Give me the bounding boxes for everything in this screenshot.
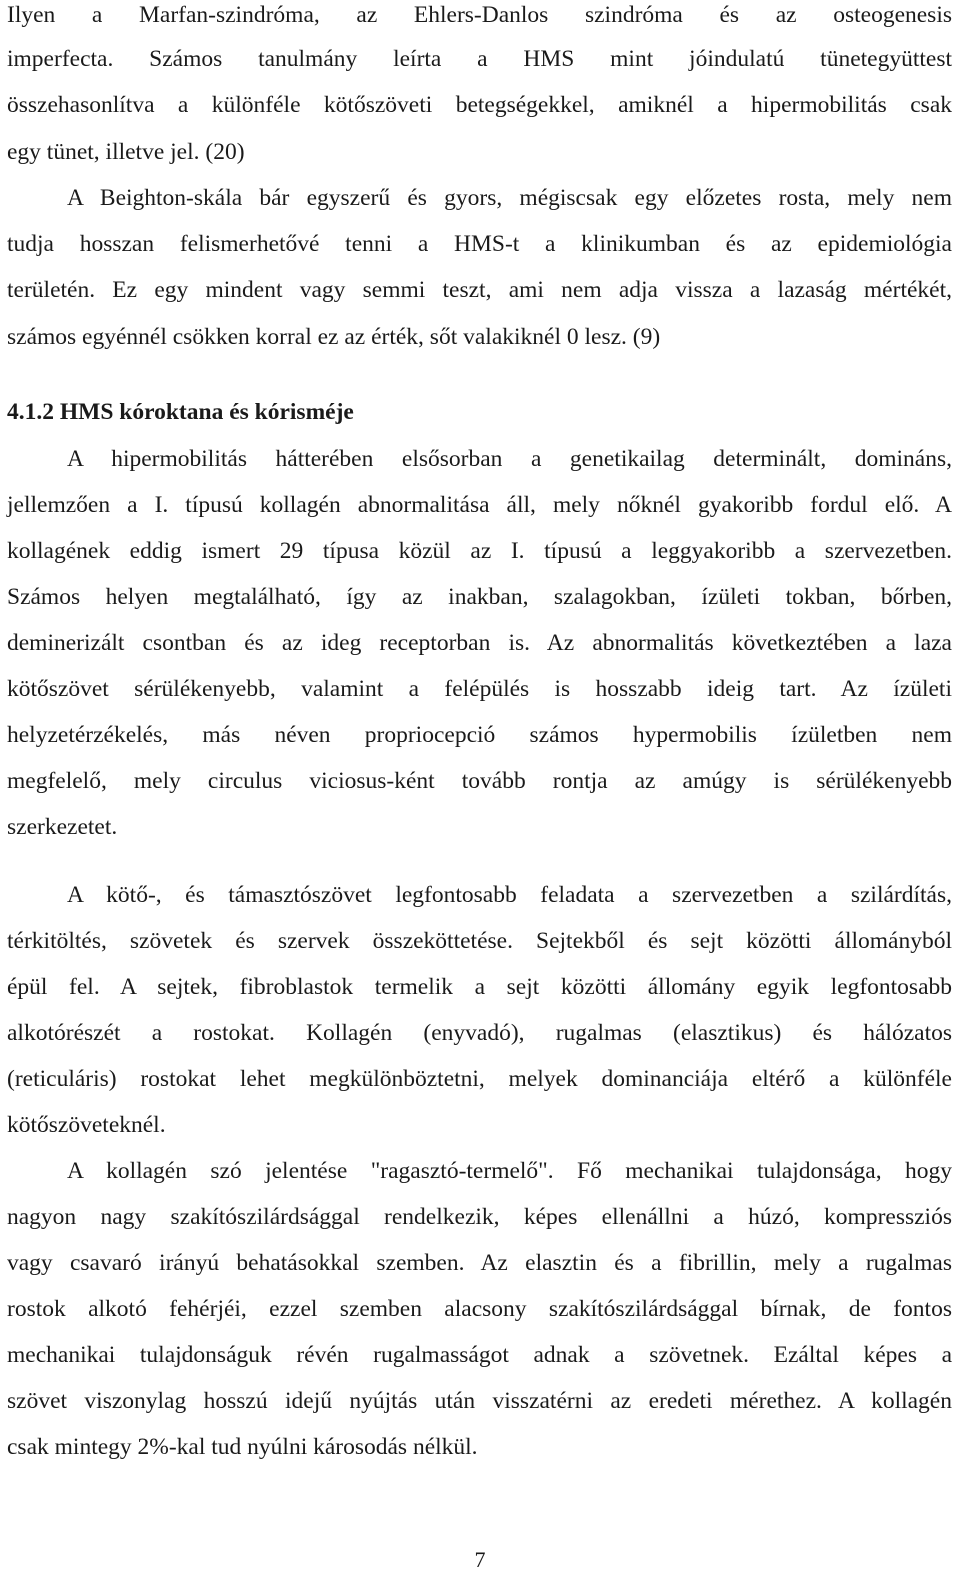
paragraph-line: kötőszövet sérülékenyebb, valamint a felépülés is hosszabb ideig tart. Az ízületi (7, 676, 952, 702)
paragraph-line: szövet viszonylag hosszú idejű nyújtás után visszatérni az eredeti mérethez. A kollagén (7, 1388, 952, 1414)
paragraph-line: A hipermobilitás hátterében elsősorban a genetikailag determinált, domináns, (67, 446, 952, 472)
paragraph-line: kötőszöveteknél. (7, 1112, 166, 1138)
paragraph-line: vagy csavaró irányú behatásokkal szemben. Az elasztin és a fibrillin, mely a rugalmas (7, 1250, 952, 1276)
paragraph-line: A kollagén szó jelentése "ragasztó-termelő". Fő mechanikai tulajdonsága, hogy (67, 1158, 952, 1184)
paragraph-line: alkotórészét a rostokat. Kollagén (enyvadó), rugalmas (elasztikus) és hálózatos (7, 1020, 952, 1046)
paragraph-line: jellemzően a I. típusú kollagén abnormalitása áll, mely nőknél gyakoribb fordul elő. A (7, 492, 952, 518)
paragraph-line: helyzetérzékelés, más néven propriocepció számos hypermobilis ízületben nem (7, 722, 952, 748)
paragraph-line: csak mintegy 2%-kal tud nyúlni károsodás nélkül. (7, 1434, 478, 1460)
paragraph-line: imperfecta. Számos tanulmány leírta a HMS mint jóindulatú tünetegyüttest (7, 46, 952, 72)
paragraph-line: számos egyénnél csökken korral ez az érték, sőt valakiknél 0 lesz. (9) (7, 324, 661, 350)
paragraph-line: Ilyen a Marfan-szindróma, az Ehlers-Danlos szindróma és az osteogenesis (7, 2, 952, 28)
paragraph-line: területén. Ez egy mindent vagy semmi teszt, ami nem adja vissza a lazaság mértékét, (7, 277, 952, 303)
paragraph-line: egy tünet, illetve jel. (20) (7, 139, 245, 165)
paragraph-line: Számos helyen megtalálható, így az inakban, szalagokban, ízületi tokban, bőrben, (7, 584, 952, 610)
paragraph-line: A Beighton-skála bár egyszerű és gyors, mégiscsak egy előzetes rosta, mely nem (67, 185, 952, 211)
section-heading: 4.1.2 HMS kóroktana és kórisméje (7, 399, 354, 425)
paragraph-line: deminerizált csontban és az ideg receptorban is. Az abnormalitás következtében a laza (7, 630, 952, 656)
paragraph-line: épül fel. A sejtek, fibroblastok termelik a sejt közötti állomány egyik legfontosabb (7, 974, 952, 1000)
paragraph-line: szerkezetet. (7, 814, 118, 840)
paragraph-line: rostok alkotó fehérjéi, ezzel szemben alacsony szakítószilárdsággal bírnak, de fontos (7, 1296, 952, 1322)
paragraph-line: összehasonlítva a különféle kötőszöveti betegségekkel, amiknél a hipermobilitás csak (7, 92, 952, 118)
paragraph-line: kollagének eddig ismert 29 típusa közül az I. típusú a leggyakoribb a szervezetben. (7, 538, 952, 564)
paragraph-line: nagyon nagy szakítószilárdsággal rendelkezik, képes ellenállni a húzó, kompressziós (7, 1204, 952, 1230)
paragraph-line: térkitöltés, szövetek és szervek összeköttetése. Sejtekből és sejt közötti állományból (7, 928, 952, 954)
paragraph-line: A kötő-, és támasztószövet legfontosabb feladata a szervezetben a szilárdítás, (67, 882, 952, 908)
paragraph-line: (reticuláris) rostokat lehet megkülönböztetni, melyek dominanciája eltérő a különféle (7, 1066, 952, 1092)
paragraph-line: mechanikai tulajdonságuk révén rugalmasságot adnak a szövetnek. Ezáltal képes a (7, 1342, 952, 1368)
page-number: 7 (474, 1547, 486, 1572)
paragraph-line: tudja hosszan felismerhetővé tenni a HMS-t a klinikumban és az epidemiológia (7, 231, 952, 257)
paragraph-line: megfelelő, mely circulus viciosus-ként tovább rontja az amúgy is sérülékenyebb (7, 768, 952, 794)
